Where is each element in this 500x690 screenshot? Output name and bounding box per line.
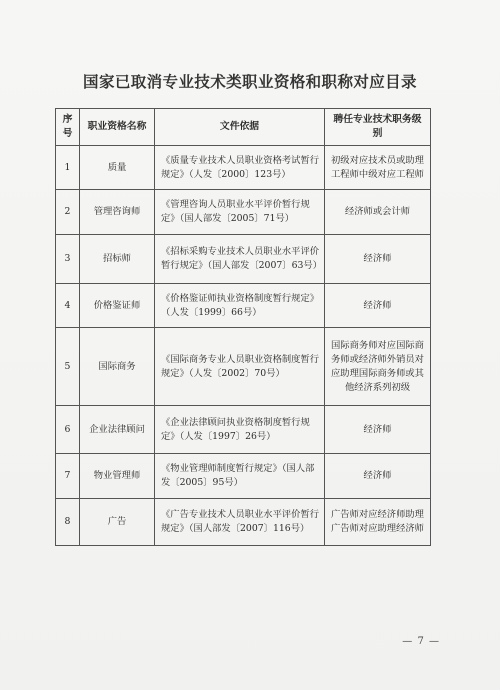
page-number: — 7 — — [402, 636, 440, 647]
row-level: 经济师 — [325, 454, 431, 499]
table-header-row — [56, 109, 431, 146]
row-level: 经济师 — [325, 235, 431, 284]
row-doc: 《招标采购专业技术人员职业水平评价暂行规定》（国人部发〔2007〕63号） — [155, 235, 325, 284]
row-name: 企业法律顾问 — [80, 406, 155, 454]
table-row — [56, 190, 431, 235]
row-level: 初级对应技术员或助理工程师中级对应工程师 — [325, 146, 431, 190]
row-name: 国际商务 — [80, 328, 155, 406]
row-name: 广告 — [80, 499, 155, 546]
row-no: 5 — [56, 328, 80, 406]
table-row — [56, 454, 431, 499]
header-name: 职业资格名称 — [80, 109, 155, 146]
row-doc: 《国际商务专业人员职业资格制度暂行规定》（人发〔2002〕70号） — [155, 328, 325, 406]
row-level: 经济师或会计师 — [325, 190, 431, 235]
row-name: 价格鉴证师 — [80, 284, 155, 328]
row-doc: 《质量专业技术人员职业资格考试暂行规定》（人发〔2000〕123号） — [155, 146, 325, 190]
row-name: 招标师 — [80, 235, 155, 284]
header-doc: 文件依据 — [155, 109, 325, 146]
row-level: 国际商务师对应国际商务师或经济师外销员对应助理国际商务师或其他经济系列初级 — [325, 328, 431, 406]
row-name: 质量 — [80, 146, 155, 190]
table-row — [56, 328, 431, 406]
table-row — [56, 146, 431, 190]
table-row — [56, 406, 431, 454]
qualification-table — [55, 108, 431, 546]
row-name: 物业管理师 — [80, 454, 155, 499]
header-level: 聘任专业技术职务级别 — [325, 109, 431, 146]
row-name: 管理咨询师 — [80, 190, 155, 235]
row-doc: 《管理咨询人员职业水平评价暂行规定》（国人部发〔2005〕71号） — [155, 190, 325, 235]
row-level: 经济师 — [325, 406, 431, 454]
row-level: 广告师对应经济师助理广告师对应助理经济师 — [325, 499, 431, 546]
row-doc: 《价格鉴证师执业资格制度暂行规定》（人发〔1999〕66号） — [155, 284, 325, 328]
row-no: 4 — [56, 284, 80, 328]
table-row — [56, 284, 431, 328]
table-row — [56, 235, 431, 284]
row-doc: 《广告专业技术人员职业水平评价暂行规定》（国人部发〔2007〕116号） — [155, 499, 325, 546]
row-no: 8 — [56, 499, 80, 546]
row-no: 3 — [56, 235, 80, 284]
row-no: 1 — [56, 146, 80, 190]
table-row — [56, 499, 431, 546]
row-doc: 《企业法律顾问执业资格制度暂行规定》（人发〔1997〕26号） — [155, 406, 325, 454]
row-no: 6 — [56, 406, 80, 454]
header-no: 序号 — [56, 109, 80, 146]
page-title: 国家已取消专业技术类职业资格和职称对应目录 — [83, 72, 417, 91]
row-no: 7 — [56, 454, 80, 499]
row-no: 2 — [56, 190, 80, 235]
row-doc: 《物业管理师制度暂行规定》（国人部发〔2005〕95号） — [155, 454, 325, 499]
row-level: 经济师 — [325, 284, 431, 328]
